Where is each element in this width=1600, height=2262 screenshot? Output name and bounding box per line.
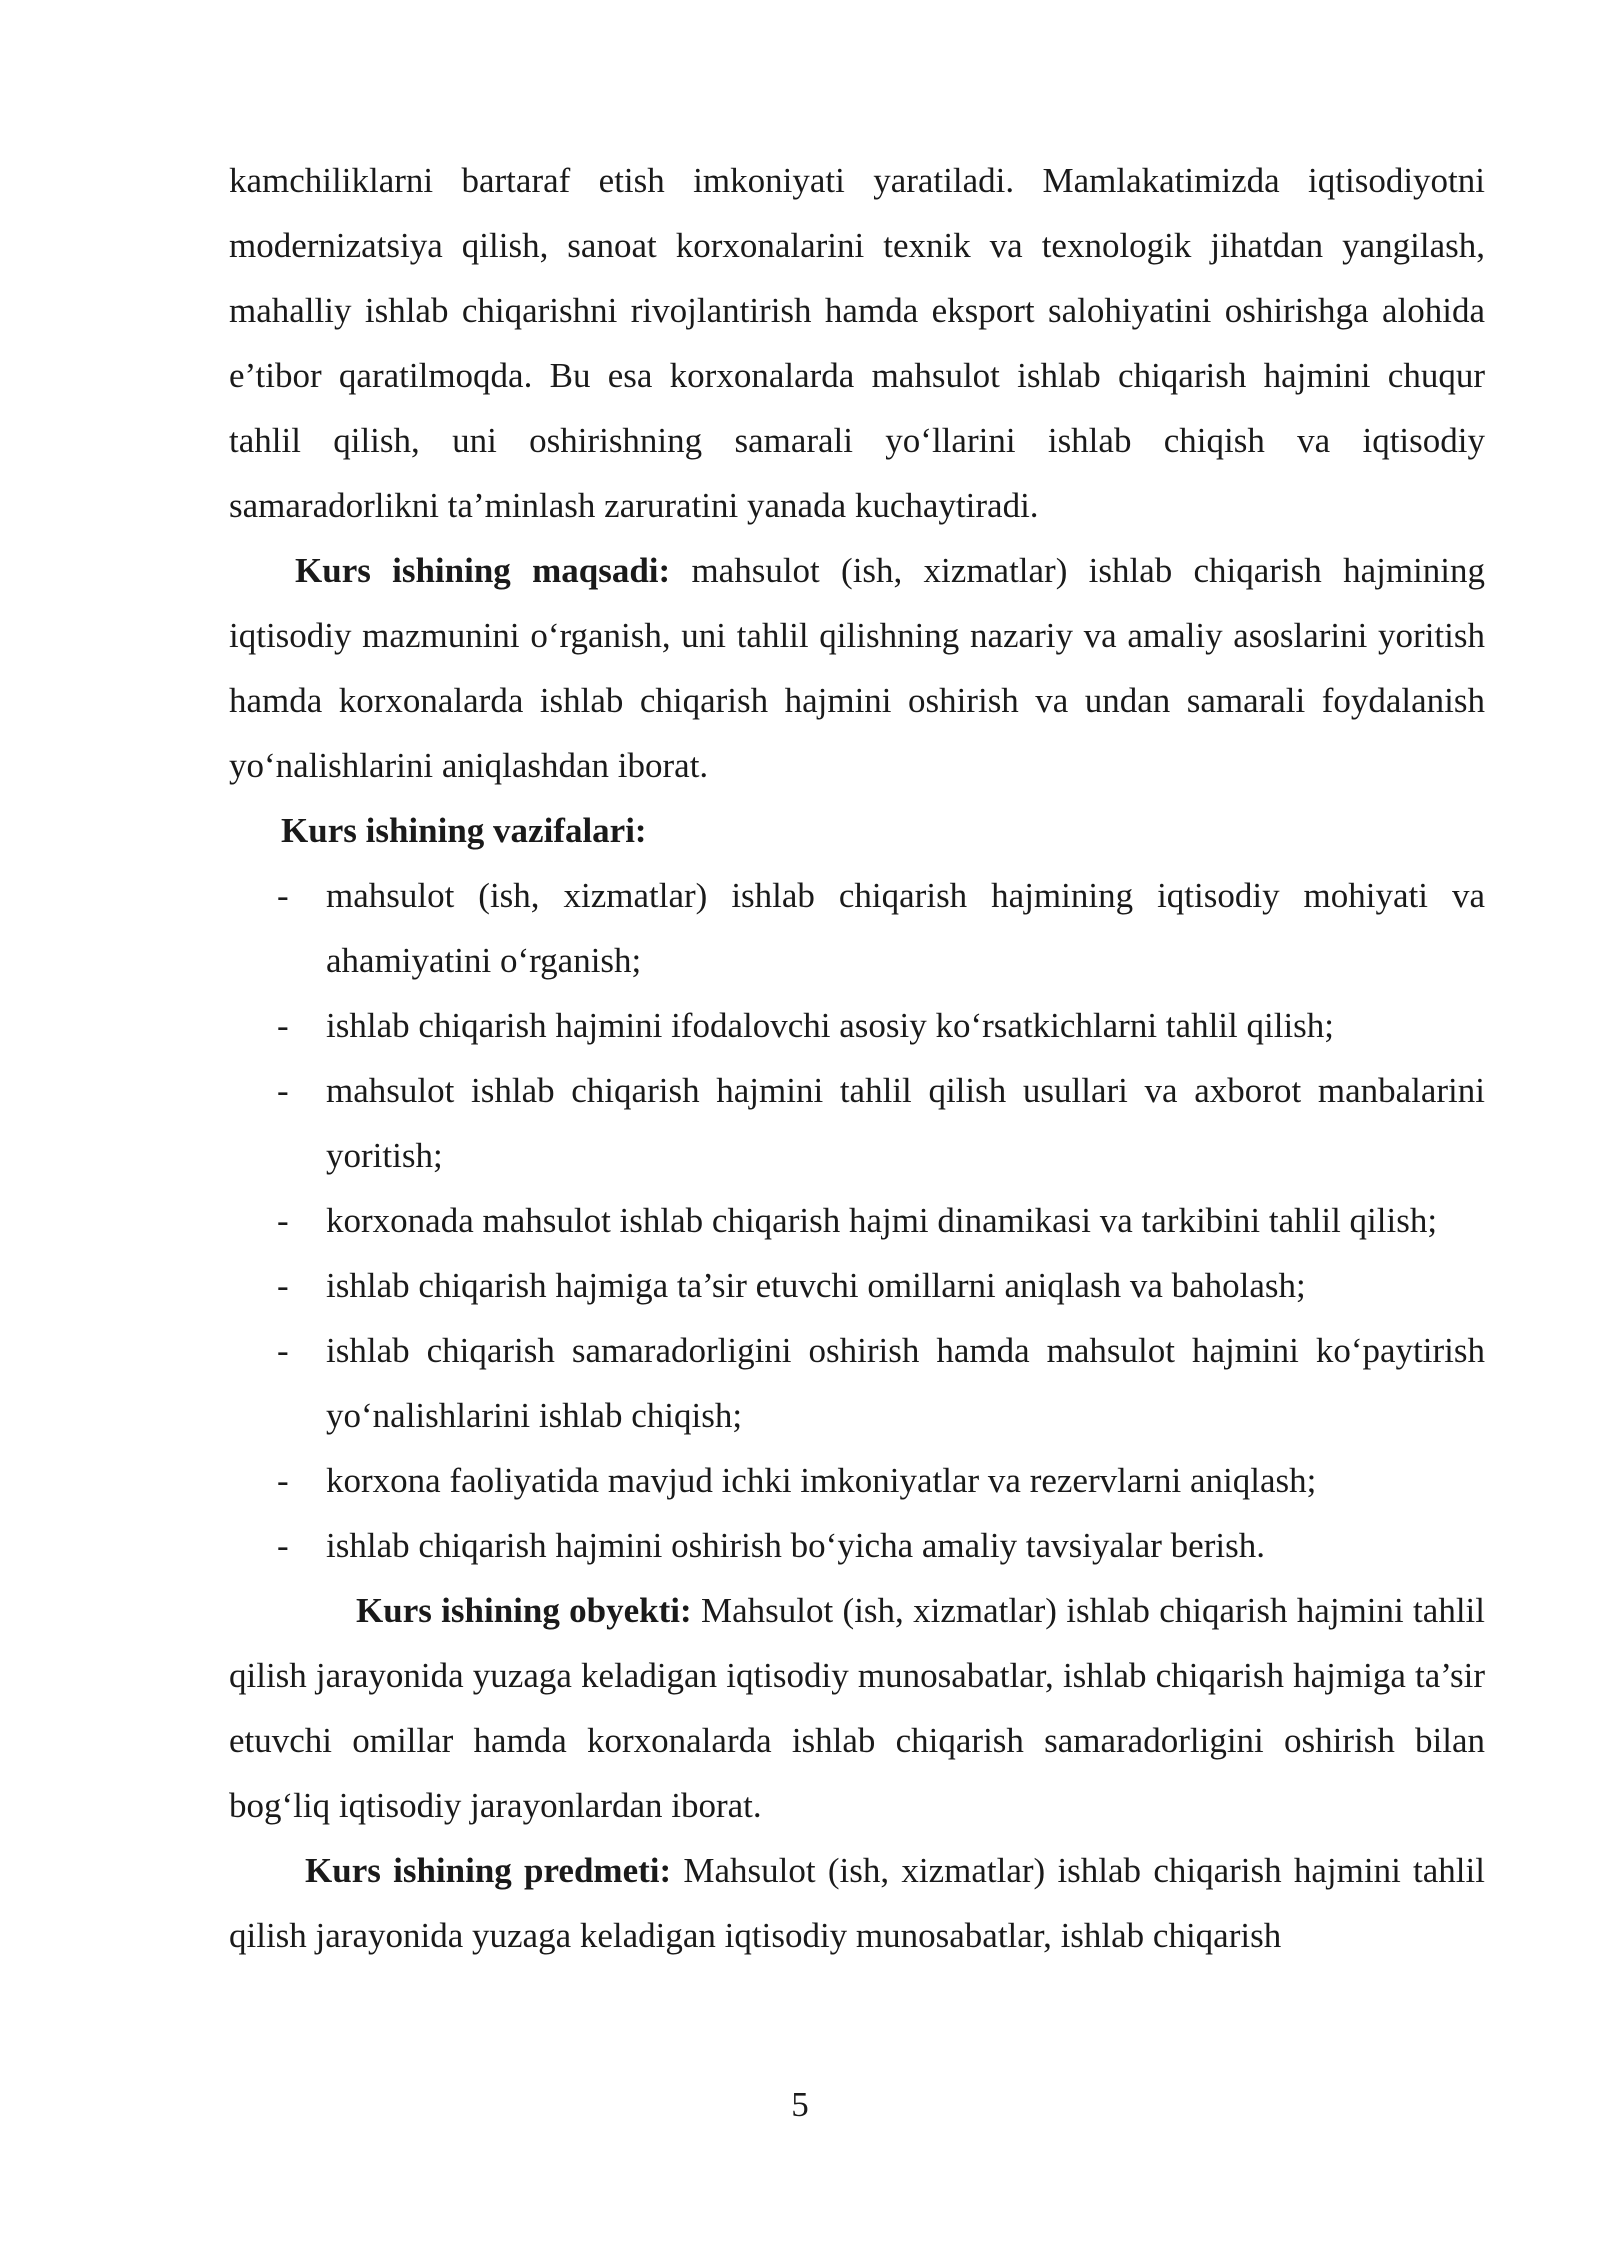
list-bullet: -	[277, 1461, 289, 1500]
list-bullet: -	[277, 876, 289, 915]
list-bullet: -	[277, 1331, 289, 1370]
task-item-text: mahsulot (ish, xizmatlar) ishlab chiqarish hajmining iqtisodiy mohiyati va ahamiyatini o‘rganish;	[326, 876, 1485, 980]
object-label: Kurs ishining obyekti:	[356, 1591, 692, 1630]
goal-label: Kurs ishining maqsadi:	[295, 551, 671, 590]
list-bullet: -	[277, 1071, 289, 1110]
subject-paragraph	[229, 1838, 1485, 1968]
page-number: 5	[791, 2085, 809, 2124]
intro-paragraph: kamchiliklarni bartaraf etish imkoniyati yaratiladi. Mamlakatimizda iqtisodiyotni modernizatsiya qilish, sanoat korxonalarini texnik va texnologik jihatdan yangilash, mahalliy ishlab chiqarishni rivojlantirish hamda eksport salohiyatini oshirishga alohida e’tibor qaratilmoqda. Bu esa korxonalarda mahsulot ishlab chiqarish hajmini chuqur tahlil qilish, uni oshirishning samarali yo‘llarini ishlab chiqish va iqtisodiy samaradorlikni ta’minlash zaruratini yanada kuchaytiradi.	[229, 161, 1485, 525]
goal-text: mahsulot (ish, xizmatlar) ishlab chiqarish hajmining iqtisodiy mazmunini o‘rganish, uni tahlil qilishning nazariy va amaliy asoslarini yoritish hamda korxonalarda ishlab chiqarish hajmini oshirish va undan samarali foydalanish yo‘nalishlarini aniqlashdan iborat.	[229, 551, 1486, 785]
object-paragraph	[229, 1578, 1485, 1838]
list-bullet: -	[277, 1266, 289, 1305]
task-item-text: ishlab chiqarish hajmini ifodalovchi asosiy ko‘rsatkichlarni tahlil qilish;	[326, 1006, 1335, 1045]
subject-label: Kurs ishining predmeti:	[305, 1851, 672, 1890]
list-bullet: -	[277, 1526, 289, 1565]
task-item-text: ishlab chiqarish samaradorligini oshirish hamda mahsulot hajmini ko‘paytirish yo‘nalishlarini ishlab chiqish;	[326, 1331, 1485, 1435]
task-item-text: korxona faoliyatida mavjud ichki imkoniyatlar va rezervlarni aniqlash;	[326, 1461, 1317, 1500]
list-bullet: -	[277, 1201, 289, 1240]
goal-paragraph	[229, 538, 1485, 798]
task-item	[229, 993, 1485, 1058]
task-item	[229, 1253, 1485, 1318]
task-item	[229, 1318, 1485, 1448]
task-item	[229, 863, 1485, 993]
tasks-heading: Kurs ishining vazifalari:	[281, 811, 647, 850]
page-body	[229, 148, 1485, 1968]
task-item-text: ishlab chiqarish hajmiga ta’sir etuvchi omillarni aniqlash va baholash;	[326, 1266, 1306, 1305]
list-bullet: -	[277, 1006, 289, 1045]
task-item	[229, 1188, 1485, 1253]
task-item	[229, 1058, 1485, 1188]
task-item-text: korxonada mahsulot ishlab chiqarish hajmi dinamikasi va tarkibini tahlil qilish;	[326, 1201, 1438, 1240]
task-item	[229, 1513, 1485, 1578]
task-item-text: ishlab chiqarish hajmini oshirish bo‘yicha amaliy tavsiyalar berish.	[326, 1526, 1265, 1565]
task-item-text: mahsulot ishlab chiqarish hajmini tahlil qilish usullari va axborot manbalarini yoritish;	[326, 1071, 1485, 1175]
object-text: Mahsulot (ish, xizmatlar) ishlab chiqarish hajmini tahlil qilish jarayonida yuzaga keladigan iqtisodiy munosabatlar, ishlab chiqarish hajmiga ta’sir etuvchi omillar hamda korxonalarda ishlab chiqarish samaradorligini oshirish bilan bog‘liq iqtisodiy jarayonlardan iborat.	[229, 1591, 1485, 1825]
tasks-list	[229, 863, 1485, 1578]
subject-text: Mahsulot (ish, xizmatlar) ishlab chiqarish hajmini tahlil qilish jarayonida yuzaga keladigan iqtisodiy munosabatlar, ishlab chiqarish	[229, 1851, 1485, 1955]
task-item	[229, 1448, 1485, 1513]
